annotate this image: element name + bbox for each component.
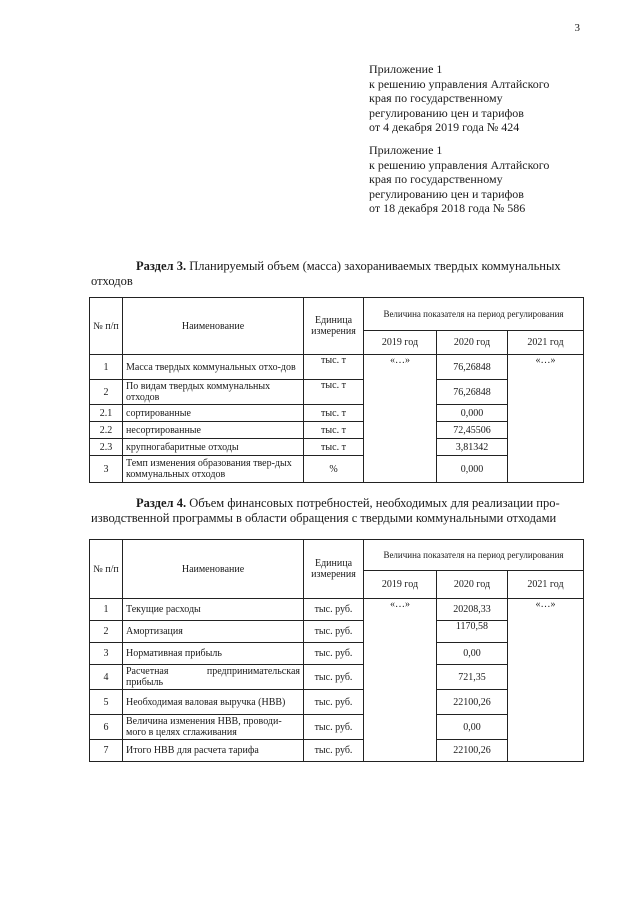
row-num: 3 xyxy=(90,456,123,483)
section-3-title xyxy=(91,259,585,289)
row-value-2020: 0,00 xyxy=(437,643,508,665)
row-num: 2 xyxy=(90,380,123,405)
row-num: 6 xyxy=(90,715,123,740)
placeholder-2021: «…» xyxy=(508,599,584,762)
row-num: 5 xyxy=(90,690,123,715)
appendix-2-line: регулированию цен и тарифов xyxy=(369,186,524,201)
appendix-1-line: Приложение 1 xyxy=(369,62,443,76)
row-value-2020: 0,00 xyxy=(437,715,508,740)
row-name: Величина изменения НВВ, проводи-мого в целях сглаживания xyxy=(123,715,304,740)
row-num: 1 xyxy=(90,599,123,621)
row-unit: тыс. т xyxy=(304,355,364,380)
row-num: 1 xyxy=(90,355,123,380)
row-value-2020: 72,45506 xyxy=(437,422,508,439)
section-4-title-line-2: изводственной программы в области обращения с твердыми коммунальными отходами xyxy=(91,511,557,525)
row-name: сортированные xyxy=(123,405,304,422)
appendix-2-line: края по государственному xyxy=(369,172,503,186)
appendix-2-line: к решению управления Алтайского xyxy=(369,157,550,172)
col-header-2021: 2021 год xyxy=(508,571,584,599)
col-header-2019: 2019 год xyxy=(364,571,437,599)
page-number: 3 xyxy=(574,22,580,34)
row-name: Темп изменения образования твер-дых коммунальных отходов xyxy=(123,456,304,483)
appendix-1-line: регулированию цен и тарифов xyxy=(369,105,524,120)
row-unit: % xyxy=(304,456,364,483)
col-header-2021: 2021 год xyxy=(508,331,584,355)
section-4-label: Раздел 4. xyxy=(136,496,187,510)
row-num: 2.3 xyxy=(90,439,123,456)
row-name: крупногабаритные отходы xyxy=(123,439,304,456)
placeholder-2021: «…» xyxy=(508,355,584,483)
row-unit: тыс. руб. xyxy=(304,665,364,690)
row-unit: тыс. т xyxy=(304,422,364,439)
col-header-name: Наименование xyxy=(123,540,304,599)
row-value-2020: 721,35 xyxy=(437,665,508,690)
row-name: Расчетная предпринимательская прибыль xyxy=(123,665,304,690)
appendix-1-line: от 4 декабря 2019 года № 424 xyxy=(369,120,520,134)
col-header-unit: Единица измерения xyxy=(304,298,364,355)
appendix-1-line: к решению управления Алтайского xyxy=(369,76,550,91)
row-num: 2 xyxy=(90,621,123,643)
row-name: Текущие расходы xyxy=(123,599,304,621)
row-value-2020: 22100,26 xyxy=(437,690,508,715)
appendix-1-line: края по государственному xyxy=(369,91,503,105)
section-3-table xyxy=(89,297,584,483)
row-name: По видам твердых коммунальных отходов xyxy=(123,380,304,405)
row-value-2020: 1170,58 xyxy=(437,621,508,643)
row-name: Итого НВВ для расчета тарифа xyxy=(123,740,304,762)
col-header-unit: Единица измерения xyxy=(304,540,364,599)
row-name: Нормативная прибыль xyxy=(123,643,304,665)
col-header-2020: 2020 год xyxy=(437,331,508,355)
row-num: 4 xyxy=(90,665,123,690)
row-value-2020: 76,26848 xyxy=(437,380,508,405)
row-unit: тыс. руб. xyxy=(304,740,364,762)
appendix-2-line: от 18 декабря 2018 года № 586 xyxy=(369,201,526,215)
section-3-title-line-1: Планируемый объем (масса) захораниваемых твердых коммунальных xyxy=(189,259,561,273)
row-unit: тыс. руб. xyxy=(304,643,364,665)
placeholder-2019: «…» xyxy=(364,355,437,483)
col-header-value-group: Величина показателя на период регулирования xyxy=(364,540,584,571)
col-header-2020: 2020 год xyxy=(437,571,508,599)
row-value-2020: 76,26848 xyxy=(437,355,508,380)
row-value-2020: 0,000 xyxy=(437,405,508,422)
row-unit: тыс. т xyxy=(304,380,364,405)
row-value-2020: 0,000 xyxy=(437,456,508,483)
col-header-num: № п/п xyxy=(90,540,123,599)
appendix-2-line: Приложение 1 xyxy=(369,143,443,157)
table-row xyxy=(90,355,584,380)
col-header-num: № п/п xyxy=(90,298,123,355)
appendix-1-header xyxy=(369,62,609,135)
row-unit: тыс. руб. xyxy=(304,599,364,621)
col-header-2019: 2019 год xyxy=(364,331,437,355)
row-name: Амортизация xyxy=(123,621,304,643)
row-name: несортированные xyxy=(123,422,304,439)
row-num: 2.2 xyxy=(90,422,123,439)
row-unit: тыс. руб. xyxy=(304,715,364,740)
row-value-2020: 3,81342 xyxy=(437,439,508,456)
row-unit: тыс. т xyxy=(304,439,364,456)
row-unit: тыс. руб. xyxy=(304,690,364,715)
placeholder-2019: «…» xyxy=(364,599,437,762)
section-4-title xyxy=(91,496,585,526)
section-4-table xyxy=(89,539,584,762)
table-row xyxy=(90,599,584,621)
row-value-2020: 22100,26 xyxy=(437,740,508,762)
row-name: Масса твердых коммунальных отхо-дов xyxy=(123,355,304,380)
col-header-name: Наименование xyxy=(123,298,304,355)
row-num: 3 xyxy=(90,643,123,665)
row-num: 2.1 xyxy=(90,405,123,422)
row-unit: тыс. руб. xyxy=(304,621,364,643)
row-value-2020: 20208,33 xyxy=(437,599,508,621)
section-4-title-line-1: Объем финансовых потребностей, необходимых для реализации про- xyxy=(189,496,560,510)
row-num: 7 xyxy=(90,740,123,762)
section-3-title-line-2: отходов xyxy=(91,274,133,288)
row-name: Необходимая валовая выручка (НВВ) xyxy=(123,690,304,715)
section-3-label: Раздел 3. xyxy=(136,259,187,273)
col-header-value-group: Величина показателя на период регулирования xyxy=(364,298,584,331)
row-unit: тыс. т xyxy=(304,405,364,422)
appendix-2-header xyxy=(369,143,609,216)
